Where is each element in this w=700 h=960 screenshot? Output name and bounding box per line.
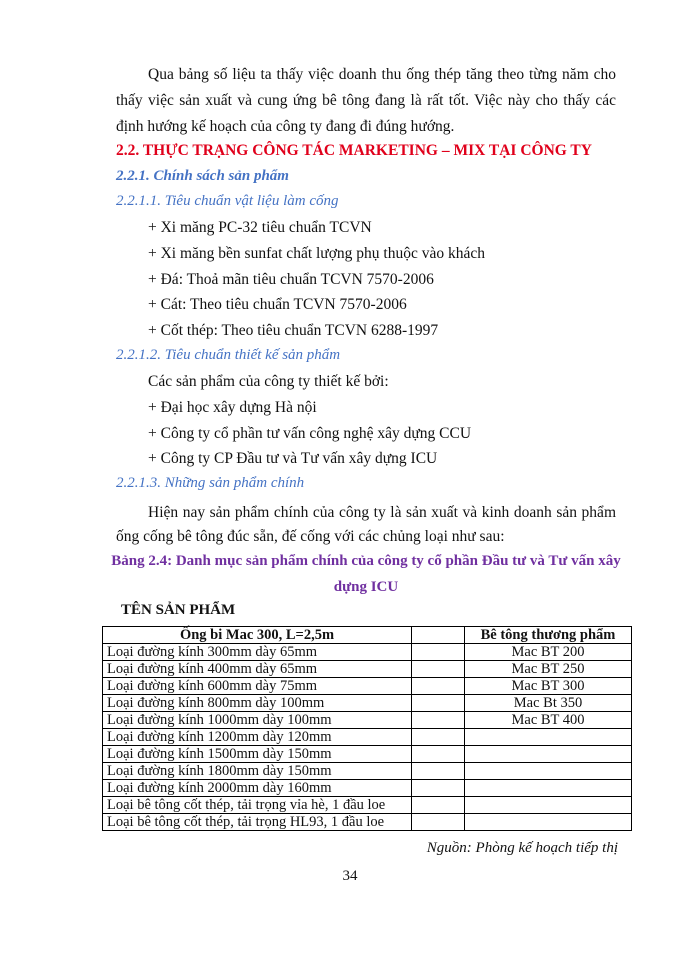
cell-concrete [465,797,632,814]
table-row [103,797,632,814]
table-caption-line-2: dựng ICU [333,579,399,595]
cell-pipe: Loại đường kính 600mm dày 75mm [103,678,412,695]
cell-pipe: Loại đường kính 1500mm dày 150mm [103,746,412,763]
cell-gap [412,661,465,678]
cell-concrete [465,814,632,831]
cell-concrete [465,780,632,797]
cell-gap [412,644,465,661]
cell-gap [412,678,465,695]
cell-concrete: Mac BT 250 [465,661,632,678]
table-row [103,644,632,661]
materials-item: + Xi măng PC-32 tiêu chuẩn TCVN [148,219,372,236]
table-row [103,729,632,746]
cell-gap [412,729,465,746]
design-item: + Công ty CP Đầu tư và Tư vấn xây dựng ICU [148,450,438,467]
cell-gap [412,746,465,763]
header-gap [412,627,465,644]
table-row [103,661,632,678]
cell-concrete [465,763,632,780]
cell-pipe: Loại đường kính 400mm dày 65mm [103,661,412,678]
section-heading: 2.2. THỰC TRẠNG CÔNG TÁC MARKETING – MIX TẠI CÔNG TY [116,142,592,159]
cell-pipe: Loại đường kính 1000mm dày 100mm [103,712,412,729]
cell-pipe: Loại bê tông cốt thép, tải trọng HL93, 1 đầu loe [103,814,412,831]
cell-concrete: Mac BT 400 [465,712,632,729]
intro-line-2: thấy việc sản xuất và cung ứng bê tông đang là rất tốt. Việc này cho thấy các [116,92,616,109]
cell-concrete [465,746,632,763]
products-para-line-1: Hiện nay sản phẩm chính của công ty là sản xuất và kinh doanh sản phẩm [148,504,616,521]
cell-pipe: Loại đường kính 2000mm dày 160mm [103,780,412,797]
table-title: TÊN SẢN PHẨM [121,602,236,618]
intro-line-1: Qua bảng số liệu ta thấy việc doanh thu ống thép tăng theo từng năm cho [148,66,616,83]
cell-gap [412,763,465,780]
cell-gap [412,780,465,797]
table-caption-line-1: Bảng 2.4: Danh mục sản phẩm chính của công ty cổ phần Đầu tư và Tư vấn xây [111,553,621,569]
table-row [103,746,632,763]
design-heading: 2.2.1.2. Tiêu chuẩn thiết kế sản phẩm [116,347,341,363]
cell-pipe: Loại đường kính 300mm dày 65mm [103,644,412,661]
cell-gap [412,695,465,712]
materials-heading: 2.2.1.1. Tiêu chuẩn vật liệu làm cống [116,193,339,209]
products-heading: 2.2.1.3. Những sản phẩm chính [116,475,305,491]
table-row [103,780,632,797]
header-pipes: Ống bi Mac 300, L=2,5m [103,627,412,644]
cell-pipe: Loại đường kính 800mm dày 100mm [103,695,412,712]
products-para-line-2: ống cống bê tông đúc sẵn, đế cống với các chủng loại như sau: [116,528,505,545]
table-row [103,712,632,729]
cell-gap [412,712,465,729]
intro-line-3: định hướng kế hoạch của công ty đang đi đúng hướng. [116,118,455,135]
materials-item: + Đá: Thoả mãn tiêu chuẩn TCVN 7570-2006 [148,271,434,288]
table-row [103,695,632,712]
table-row [103,678,632,695]
materials-item: + Cốt thép: Theo tiêu chuẩn TCVN 6288-1997 [148,322,439,339]
cell-pipe: Loại bê tông cốt thép, tải trọng vỉa hè, 1 đầu loe [103,797,412,814]
table-header-row [103,627,632,644]
cell-concrete [465,729,632,746]
cell-concrete: Mac BT 200 [465,644,632,661]
page-number: 34 [342,868,358,884]
design-item: + Đại học xây dựng Hà nội [148,399,317,416]
header-concrete: Bê tông thương phẩm [465,627,632,644]
cell-pipe: Loại đường kính 1200mm dày 120mm [103,729,412,746]
cell-pipe: Loại đường kính 1800mm dày 150mm [103,763,412,780]
table-row [103,763,632,780]
design-item: + Công ty cổ phần tư vấn công nghệ xây dựng CCU [148,425,472,442]
cell-gap [412,814,465,831]
materials-item: + Cát: Theo tiêu chuẩn TCVN 7570-2006 [148,296,407,313]
table-row [103,814,632,831]
cell-concrete: Mac Bt 350 [465,695,632,712]
table-source: Nguồn: Phòng kế hoạch tiếp thị [426,840,618,856]
cell-concrete: Mac BT 300 [465,678,632,695]
materials-item: + Xi măng bền sunfat chất lượng phụ thuộc vào khách [148,245,485,262]
subsection-heading: 2.2.1. Chính sách sản phẩm [116,168,289,184]
design-intro: Các sản phẩm của công ty thiết kế bởi: [148,373,389,390]
products-table [102,626,632,831]
cell-gap [412,797,465,814]
